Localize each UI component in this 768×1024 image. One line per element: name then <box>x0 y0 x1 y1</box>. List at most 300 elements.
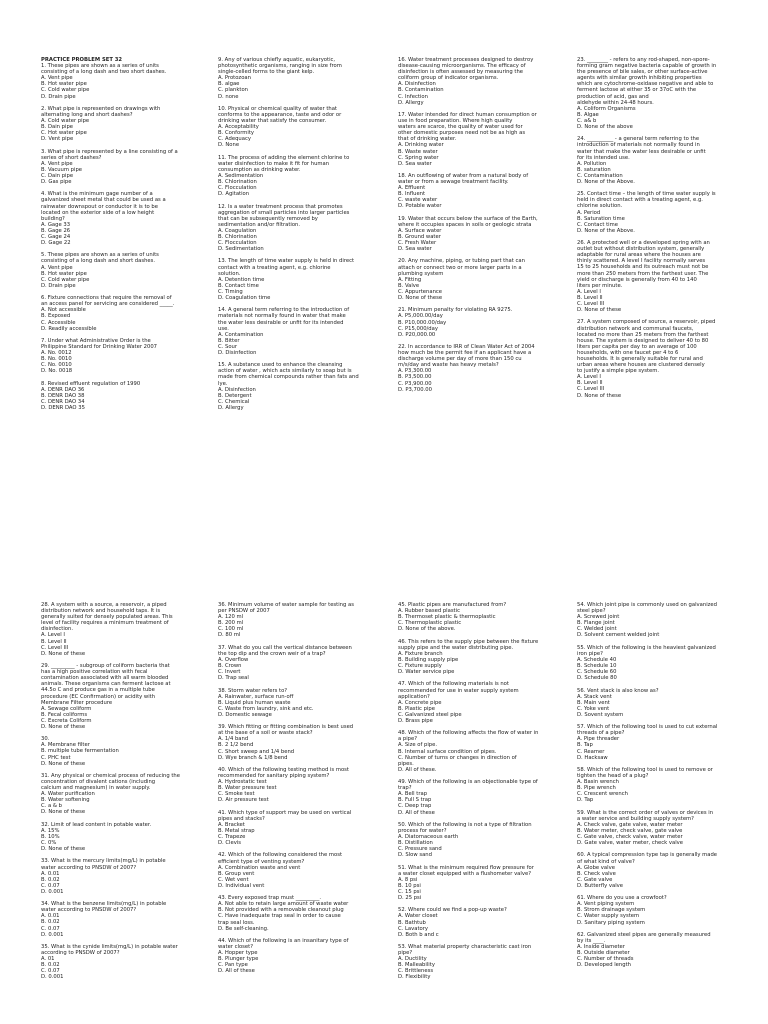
question-block <box>218 767 360 804</box>
answer-option: D. Tap <box>577 797 594 804</box>
answer-option: D. Sovent system <box>577 711 624 718</box>
answer-option: D. None of the Above. <box>577 178 635 185</box>
question-text: 56. Vent stack is also know as? <box>577 687 659 694</box>
answer-option: C. Welded joint <box>577 626 617 633</box>
answer-option: A. Surface water <box>398 227 442 234</box>
question-text: water according to PNSDW of 2007? <box>41 907 137 914</box>
answer-option: B. Flange joint <box>577 620 615 627</box>
answer-option: D. None of these <box>41 650 86 657</box>
question-text: the presence of bile sales, or other surface-active <box>577 69 708 76</box>
answer-option: B. Outside diameter <box>577 950 630 957</box>
question-block <box>577 895 719 925</box>
question-block <box>398 112 540 167</box>
question-text: households, with one faucet per 4 to 6 <box>577 349 679 356</box>
question-text: 7. Under what Administrative Order is the <box>41 337 151 344</box>
answer-option: D. Air pressure test <box>218 797 269 804</box>
answer-option: A. Fixture branch <box>398 650 443 657</box>
question-text: 42. Which of the following considered the most <box>218 852 343 859</box>
question-block <box>41 149 183 186</box>
question-block <box>398 307 540 337</box>
answer-option: C. Accessible <box>41 319 76 326</box>
question-text: level of facility requires a minimum treatment of <box>41 620 169 627</box>
worksheet-page-1 <box>0 0 768 480</box>
answer-option: B. Contact time <box>218 282 259 289</box>
answer-option: A. Not able to retain large amount of waste water <box>218 901 349 908</box>
question-block <box>398 865 540 902</box>
answer-option: A. Water closet <box>398 913 438 920</box>
question-text: according to PNSDW of 2007? <box>41 950 120 956</box>
answer-option: B. 0.02 <box>41 962 60 969</box>
question-text: consisting of a long dash and short dashes. <box>41 258 156 265</box>
answer-option: B. DENR DAO 38 <box>41 392 85 399</box>
question-block <box>41 858 183 895</box>
answer-option: B. saturation <box>577 166 611 173</box>
answer-option: D. None of these <box>41 723 86 730</box>
question-text: 52. Where could we find a pop-up waste? <box>398 907 507 914</box>
question-block <box>398 173 540 210</box>
answer-option: B. Level II <box>577 380 603 387</box>
answer-option: D. Hacksaw <box>577 754 608 761</box>
answer-option: D. None of these <box>577 307 622 314</box>
answer-option: C. Flocculation <box>218 185 257 192</box>
question-text: introduction of materials not normally found in <box>577 142 700 149</box>
answer-option: B. Thermoset plastic & thermoplastic <box>398 614 496 621</box>
question-text: located no more than 25 meters from the farthest <box>577 331 709 338</box>
question-text: the water less desirable or unfit for its intended <box>218 319 344 326</box>
question-text: thinly scattered. A level I facility normally serves <box>577 258 706 265</box>
answer-option: C. Invert <box>218 669 241 676</box>
question-text: to justify a simple pipe system. <box>577 368 660 375</box>
answer-option: B. 0.02 <box>41 919 60 926</box>
question-block <box>577 191 719 234</box>
answer-option: A. Globe valve <box>577 864 615 871</box>
question-text: 12. Is a water treatment process that promotes <box>218 203 343 210</box>
question-text: 25. Contact time – the length of time water supply is <box>577 191 716 198</box>
answer-option: B. Valve <box>398 282 420 289</box>
question-text: held in direct contact with a treating agent, e.g. <box>577 197 703 204</box>
question-text: coliform group of indicator organisms. <box>398 75 499 82</box>
question-text: 20. Any machine, piping, or tubing part that can <box>398 258 525 265</box>
question-text: 53. What material property characteristic cast iron <box>398 944 532 950</box>
answer-option: D. Butterfly valve <box>577 882 624 889</box>
answer-option: C. Waste from laundry, sink and etc. <box>218 705 314 712</box>
answer-option: C. PHC test <box>41 754 71 761</box>
answer-option: B. Pipe wrench <box>577 785 616 792</box>
question-block <box>398 779 540 816</box>
answer-option: C. Yoke vent <box>577 705 610 712</box>
question-text: water or from a sewage treatment facility. <box>398 179 509 186</box>
question-text: 22. In accordance to IRR of Clean Water Act of 2004 <box>398 343 535 350</box>
answer-option: C. a& b <box>577 117 597 124</box>
question-text: efficient type of venting system? <box>218 858 305 865</box>
question-block <box>41 736 183 766</box>
answer-option: B. Full S trap <box>398 797 432 804</box>
question-text: 3. What pipe is represented by a line consisting of a <box>41 148 178 155</box>
answer-option: D. All of these <box>218 968 255 975</box>
answer-option: A. Screwed joint <box>577 614 620 621</box>
question-column-3 <box>398 57 540 399</box>
question-text: contamination associated with all warm blooded <box>41 675 169 682</box>
answer-option: C. 0% <box>41 840 57 847</box>
answer-option: A. Disinfection <box>218 386 256 393</box>
answer-option: C. Crescent wrench <box>577 791 628 798</box>
question-text: 47. Which of the following materials is not <box>398 681 509 688</box>
answer-option: B. Tap <box>577 742 593 749</box>
question-text: 37. What do you call the vertical distance between <box>218 644 352 651</box>
answer-option: C. a & b <box>41 803 62 810</box>
question-text: waters are scarce, the quality of water used for <box>398 124 523 131</box>
question-text: series of short dashes? <box>41 154 102 161</box>
answer-option: D. Sedimentation <box>218 246 264 253</box>
answer-option: A. Not accessible <box>41 307 86 314</box>
answer-option: C. Galvanized steel pipe <box>398 711 462 718</box>
answer-option: B. 10 psi <box>398 882 421 889</box>
question-block <box>398 344 540 393</box>
question-text: recommended for sanitary piping system? <box>218 773 330 779</box>
question-block <box>218 106 360 149</box>
question-text: tighten the head of a plug? <box>577 773 649 779</box>
answer-option: A. Basin wrench <box>577 779 619 786</box>
answer-option: B. Algae <box>577 111 599 118</box>
question-text: a water service and building supply system? <box>577 815 694 822</box>
question-text: forming gram negative bacteria capable of growth in <box>577 63 717 70</box>
answer-option: C. Reamer <box>577 748 605 755</box>
answer-option: A. Level I <box>41 632 65 639</box>
question-text: ferment lactose at either 35 or 37oC with the <box>577 87 697 94</box>
answer-option: B. Vacuum pipe <box>41 166 83 173</box>
answer-option: D. 80 ml <box>218 632 241 639</box>
answer-option: A. Check valve, gate valve, water meter <box>577 821 683 828</box>
question-block <box>577 240 719 313</box>
question-block <box>41 295 183 332</box>
question-text: consisting of a long dash and two short dashes. <box>41 69 167 76</box>
question-text: iron pipe? <box>577 650 603 657</box>
question-text: galvanized sheet metal that could be used as a <box>41 197 166 204</box>
answer-option: B. Level II <box>41 638 67 645</box>
answer-option: A. P3,300.00 <box>398 368 432 375</box>
answer-option: A. Cold water pipe <box>41 118 90 125</box>
question-text: conforms to the appearance, taste and odor or <box>218 111 342 118</box>
question-text: recommended for use in water supply system <box>398 687 519 694</box>
answer-option: B. Chlorination <box>218 234 257 240</box>
answer-option: B. 2 1/2 bend <box>218 742 254 749</box>
problem-set-title: PRACTICE PROBLEM SET 32 <box>41 57 123 63</box>
answer-option: B. 10% <box>41 833 60 840</box>
question-text: use. <box>218 325 229 332</box>
question-text: distribution network and household taps. It is <box>41 608 161 615</box>
answer-option: C. Fixture supply <box>398 663 442 670</box>
question-text: 44. Which of the following is an insanitary type of <box>218 937 349 944</box>
question-text: concentration of divalent cations (including <box>41 779 156 785</box>
answer-option: D. Schedule 80 <box>577 675 617 682</box>
answer-option: D. 0.001 <box>41 931 64 938</box>
answer-option: A. Rubber based plastic <box>398 608 460 615</box>
answer-option: C. Hot water pipe <box>41 130 87 137</box>
question-block <box>41 901 183 938</box>
answer-option: D. Drain pipe <box>41 282 76 289</box>
answer-option: D. Developed length <box>577 962 631 969</box>
question-text: how much be the permit fee if an applicant have a <box>398 350 532 357</box>
question-text: 14. A general term referring to the introduction of <box>218 307 350 314</box>
answer-option: C. Level III <box>577 386 605 393</box>
question-block <box>41 338 183 375</box>
answer-option: A. Level I <box>577 288 601 295</box>
answer-option: C. waste water <box>398 197 438 204</box>
question-text: discharge volume per day of more than 150 cu <box>398 356 522 363</box>
question-text: at the base of a soil or waste stack? <box>218 730 313 737</box>
question-text: 24. __________ - a general term referring to the <box>577 136 700 143</box>
answer-option: D. None <box>218 142 240 149</box>
question-block <box>577 852 719 889</box>
question-text: 21. Minimum penalty for violating RA 9275. <box>398 307 513 314</box>
answer-option: C. Adequacy <box>218 136 251 143</box>
answer-option: C. 0.07 <box>41 925 60 932</box>
question-block <box>218 204 360 253</box>
answer-option: A. 120 ml <box>218 614 244 621</box>
question-text: 30. <box>41 736 50 743</box>
question-block <box>218 938 360 975</box>
answer-option: A. 01 <box>41 956 55 963</box>
question-text: 4. What is the minimum gage number of a <box>41 191 153 198</box>
question-text: 54. Which joint pipe is commonly used on galvanized <box>577 602 717 608</box>
answer-option: A. Detention time <box>218 276 265 283</box>
question-text: 6. Fixture connections that require the removal of <box>41 295 172 302</box>
answer-option: D. All of these <box>398 809 435 816</box>
answer-option: A. Level I <box>577 374 601 381</box>
answer-option: C. Trapeze <box>218 834 246 841</box>
question-text: households. It is generally suitable for rural and <box>577 355 703 362</box>
question-block <box>577 319 719 398</box>
question-text: outlet but without distribution system, generally <box>577 246 705 253</box>
answer-option: C. Chemical <box>218 398 250 405</box>
question-text: application? <box>398 693 430 700</box>
question-text: 18. An outflowing of water from a natural body of <box>398 172 529 179</box>
question-text: procedure (EC Confirmation) or acidity with <box>41 693 156 700</box>
question-text: 19. Water that occurs below the surface of the Earth, <box>398 215 538 222</box>
answer-option: B. Water softening <box>41 797 90 804</box>
question-text: process for water? <box>398 827 447 834</box>
question-text: distribution network and communal faucets, <box>577 325 694 332</box>
answer-option: C. Cold water pipe <box>41 87 90 94</box>
answer-option: D. Allergy <box>218 404 244 411</box>
answer-option: C. Excreta Coliform <box>41 717 92 724</box>
question-text: 51. What is the minimum required flow pressure for <box>398 864 534 871</box>
answer-option: C. Contact time <box>577 221 618 228</box>
question-block <box>398 258 540 301</box>
question-text: 17. Water intended for direct human consumption or <box>398 111 537 118</box>
answer-option: B. Check valve <box>577 870 616 877</box>
question-text: 59. What is the correct order of valves or devices in <box>577 809 714 816</box>
answer-option: D. None of these <box>398 295 443 302</box>
answer-option: A. Effluent <box>398 185 426 192</box>
answer-option: C. Wet vent <box>218 876 249 883</box>
question-text: contact with a treating agent, e.g. chlorine <box>218 264 331 271</box>
answer-option: B. Water meter, check valve, gate valve <box>577 827 683 834</box>
answer-option: B. Malleability <box>398 962 435 969</box>
question-text: 13. The length of time water supply is held in direct <box>218 258 355 265</box>
answer-option: D. Drain pipe <box>41 93 76 100</box>
answer-option: B. P3,500.00 <box>398 374 432 381</box>
question-block <box>218 724 360 761</box>
question-block <box>398 730 540 773</box>
question-text: yield or discharge is generally from 40 to 140 <box>577 276 697 283</box>
answer-option: A. Sedimentation <box>218 172 264 179</box>
question-text: 33. What is the mercury limits(mg/L) in potable <box>41 858 166 865</box>
answer-option: D. Be self-cleaning. <box>218 925 269 932</box>
question-column-3 <box>398 602 540 987</box>
question-text: where it occupies spaces in soils or geologic strata <box>398 221 532 228</box>
question-text: 55. Which of the following is the heaviest galvanized <box>577 644 716 651</box>
answer-option: A. 1/4 band <box>218 736 249 743</box>
question-text: 26. A protected well or a developed spring with an <box>577 240 710 247</box>
question-text: calcium and magnesium) in water supply. <box>41 785 151 792</box>
answer-option: B. Internal surface condition of pipes. <box>398 748 497 755</box>
answer-option: B. Main vent <box>577 699 610 706</box>
answer-option: C. 0.07 <box>41 882 60 889</box>
question-text: per PNSDW of 2007 <box>218 608 270 615</box>
answer-option: D. Trap seal <box>218 675 249 682</box>
answer-option: D. None of these <box>41 846 86 853</box>
question-block <box>577 688 719 718</box>
answer-option: B. Fecal coliforms <box>41 711 88 718</box>
question-block <box>577 57 719 130</box>
question-text: Philippine Standard for Drinking Water 2007 <box>41 343 158 350</box>
question-text: solution. <box>218 270 241 277</box>
question-text: water closet? <box>218 944 253 950</box>
answer-option: C. Gate valve, check valve, water meter <box>577 834 683 841</box>
answer-option: D. Slow sand <box>398 852 432 859</box>
question-text: trap? <box>398 785 412 792</box>
answer-option: C. Gage 24 <box>41 234 71 240</box>
answer-option: A. Bell trap <box>398 791 428 798</box>
answer-option: B. Schedule 10 <box>577 663 617 670</box>
answer-option: D. Sanitary piping system <box>577 919 645 926</box>
answer-option: C. Pressure sand <box>398 846 442 853</box>
question-text: the top dip and the crown weir of a trap? <box>218 650 326 657</box>
question-text: 45. Plastic pipes are manufactured from? <box>398 602 507 608</box>
question-text: sedimentation and/or filtration. <box>218 221 301 228</box>
question-text: alternating long and short dashes? <box>41 111 133 118</box>
answer-option: B. Saturation time <box>577 215 625 222</box>
question-text: 62. Galvanized steel pipes are generally measured <box>577 931 711 938</box>
answer-option: A. No. 0012 <box>41 350 72 357</box>
answer-option: B. Bitter <box>218 337 240 344</box>
question-block <box>41 602 183 657</box>
answer-option: B. Ground water <box>398 234 441 240</box>
answer-option: A. Combination waste and vent <box>218 864 301 871</box>
question-block <box>398 639 540 676</box>
question-text: 15. A substance used to enhance the cleansing <box>218 362 343 369</box>
answer-option: A. Ductility <box>398 956 427 963</box>
answer-option: C. Fresh Water <box>398 240 437 247</box>
question-text: 11. The process of adding the element chlorine to <box>218 154 350 161</box>
question-block <box>41 944 183 981</box>
question-text: 1. These pipes are shown as a series of units <box>41 63 159 70</box>
question-text: threads of a pipe? <box>577 730 625 737</box>
answer-option: A. Membrane filter <box>41 742 90 749</box>
answer-option: C. Level III <box>577 301 605 308</box>
question-text: adaptable for rural areas where the houses are <box>577 252 701 259</box>
question-block <box>218 852 360 889</box>
answer-option: A. Concrete pipe <box>398 699 442 706</box>
question-block <box>577 136 719 185</box>
question-text: aldehyde within 24-48 hours. <box>577 99 654 106</box>
answer-option: A. Schedule 40 <box>577 656 617 663</box>
answer-option: D. DENR DAO 35 <box>41 405 85 411</box>
answer-option: A. Period <box>577 209 601 216</box>
question-text: pipes and stacks? <box>218 815 265 822</box>
answer-option: A. DENR DAO 36 <box>41 386 85 393</box>
answer-option: A. Acceptability <box>218 124 259 131</box>
answer-option: B. Distillation <box>398 840 433 847</box>
question-block <box>577 724 719 761</box>
answer-option: C. Water supply system <box>577 913 640 920</box>
question-text: rainwater downspout or conductor it is to be <box>41 203 158 210</box>
question-text: 2. What pipe is represented on drawings with <box>41 105 161 112</box>
answer-option: D. None of these <box>577 392 622 399</box>
answer-option: A. Fitting <box>398 276 422 283</box>
answer-option: B. Detergent <box>218 392 252 399</box>
question-text: disinfection is often assessed by measuring the <box>398 69 524 76</box>
answer-option: B. Chlorination <box>218 179 257 186</box>
answer-option: A. Disinfection <box>398 81 436 88</box>
question-text: a water closet equipped with a flushometer valve? <box>398 870 531 877</box>
answer-option: A. P5,000.00/day <box>398 313 443 320</box>
answer-option: C. Sour <box>218 343 238 350</box>
question-text: single-celled forms to the giant kelp. <box>218 69 315 76</box>
question-text: 38. Storm water refers to? <box>218 687 288 694</box>
answer-option: D. Flexibility <box>398 974 431 981</box>
question-text: 57. Which of the following tool is used to cut external <box>577 724 718 731</box>
answer-option: B. Exposed <box>41 313 71 320</box>
answer-option: B. algae <box>218 81 240 88</box>
question-block <box>398 681 540 724</box>
question-block <box>577 645 719 682</box>
question-text: that of drinking water. <box>398 136 457 143</box>
question-text: water that make the water less desirable or unfit <box>577 148 706 155</box>
answer-option: A. Water purification <box>41 791 95 798</box>
question-text: 27. A system composed of source, a reservoir, piped <box>577 319 716 326</box>
question-text: attach or connect two or more larger parts in a <box>398 264 522 271</box>
question-text: a pipe? <box>398 736 418 743</box>
answer-option: D. Readily accessible <box>41 325 97 332</box>
question-text: 31. Any physical or chemical process of reducing the <box>41 772 180 779</box>
answer-option: B. Not provided with a removable cleanout plug <box>218 907 344 914</box>
question-text: lye. <box>218 380 228 387</box>
question-text: 43. Every exposed trap must _________. <box>218 895 321 902</box>
answer-option: C. Level III <box>41 644 69 651</box>
question-block <box>398 602 540 632</box>
question-block <box>577 602 719 639</box>
answer-option: B. Contamination <box>398 87 444 94</box>
answer-option: D. None of the above <box>577 124 633 131</box>
question-text: that can be subsequently removed by <box>218 215 318 222</box>
answer-option: A. Vent pipe <box>41 75 73 82</box>
question-text: liters per capita per day to an average of 100 <box>577 343 697 350</box>
question-block <box>41 191 183 246</box>
answer-option: D. none <box>218 93 239 100</box>
question-column-2 <box>218 602 360 981</box>
question-text: 61. Where do you use a crowfoot? <box>577 895 667 902</box>
answer-option: D. Brass pipe <box>398 717 433 724</box>
question-text: photosynthetic organisms, ranging in size from <box>218 63 342 70</box>
answer-option: B. Plunger type <box>218 956 259 963</box>
answer-option: D. Both b and c <box>398 931 439 938</box>
question-text: chlorine solution. <box>577 203 623 210</box>
question-text: 16. Water treatment processes designed to destroy <box>398 57 534 63</box>
answer-option: C. Spring water <box>398 154 439 161</box>
question-block <box>218 810 360 847</box>
